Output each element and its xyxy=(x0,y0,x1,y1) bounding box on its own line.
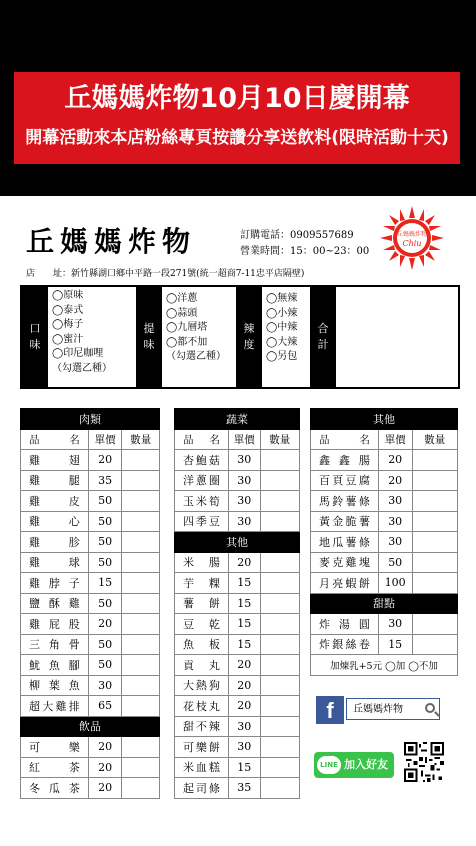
total-header: 合 計 xyxy=(310,287,336,387)
item-name: 鹽酥雞 xyxy=(21,593,89,614)
item-name: 可樂餅 xyxy=(175,737,229,758)
item-qty-field[interactable] xyxy=(412,552,457,573)
item-qty-field[interactable] xyxy=(122,757,160,778)
item-name: 馬鈴薯條 xyxy=(311,491,379,512)
item-name: 花枝丸 xyxy=(175,696,229,717)
facebook-search-box xyxy=(346,698,440,720)
item-qty-field[interactable] xyxy=(122,675,160,696)
item-price: 30 xyxy=(228,491,260,512)
menu-row xyxy=(21,511,160,532)
flavor-option[interactable]: ◯九層塔 xyxy=(166,322,208,334)
item-name: 大熱狗 xyxy=(175,675,229,696)
header-name: 品 名 xyxy=(311,429,379,450)
item-name: 薯餅 xyxy=(175,593,229,614)
banner-subtitle: 開幕活動來本店粉絲專頁按讚分享送飲料(限時活動十天) xyxy=(25,128,449,148)
menu-row xyxy=(311,532,458,553)
item-qty-field[interactable] xyxy=(260,655,299,676)
item-name: 豆乾 xyxy=(175,614,229,635)
section-title-drinks: 飲品 xyxy=(21,716,160,737)
item-qty-field[interactable] xyxy=(260,675,299,696)
order-phone: 訂購電話：0909557689 xyxy=(240,230,354,241)
spicy-option[interactable]: ◯另包 xyxy=(266,351,298,363)
menu-row xyxy=(175,491,300,512)
item-price: 15 xyxy=(228,573,260,594)
menu-row xyxy=(175,696,300,717)
menu-row xyxy=(175,675,300,696)
item-qty-field[interactable] xyxy=(260,593,299,614)
item-price: 20 xyxy=(378,450,412,471)
item-price: 50 xyxy=(88,511,122,532)
flavor-note: （勾選乙種） xyxy=(166,351,226,363)
item-name: 紅茶 xyxy=(21,757,89,778)
facebook-page-name: 丘媽媽炸物 xyxy=(353,704,403,715)
menu-row xyxy=(175,450,300,471)
veg-table xyxy=(174,408,300,799)
item-qty-field[interactable] xyxy=(260,634,299,655)
menu-row xyxy=(21,450,160,471)
item-name: 芋粿 xyxy=(175,573,229,594)
menu-row xyxy=(311,634,458,655)
item-price: 15 xyxy=(228,593,260,614)
item-qty-field[interactable] xyxy=(122,470,160,491)
item-qty-field[interactable] xyxy=(260,573,299,594)
item-qty-field[interactable] xyxy=(412,634,457,655)
item-name: 貢丸 xyxy=(175,655,229,676)
item-qty-field[interactable] xyxy=(122,614,160,635)
menu-row xyxy=(311,511,458,532)
item-price: 20 xyxy=(228,552,260,573)
item-name: 鑫鑫腸 xyxy=(311,450,379,471)
item-qty-field[interactable] xyxy=(412,614,457,635)
section-title-dessert: 甜點 xyxy=(311,593,458,614)
menu-row xyxy=(21,552,160,573)
item-price: 35 xyxy=(228,778,260,799)
item-price: 20 xyxy=(88,614,122,635)
item-name: 杏鮑菇 xyxy=(175,450,229,471)
item-price: 20 xyxy=(228,696,260,717)
others-table xyxy=(310,408,458,676)
menu-row xyxy=(311,573,458,594)
menu-row xyxy=(175,614,300,635)
item-qty-field[interactable] xyxy=(122,573,160,594)
line-add-friend-button[interactable] xyxy=(314,752,394,778)
item-qty-field[interactable] xyxy=(122,593,160,614)
item-price: 30 xyxy=(378,491,412,512)
item-price: 30 xyxy=(378,511,412,532)
item-price: 30 xyxy=(228,511,260,532)
item-price: 50 xyxy=(88,655,122,676)
item-price: 15 xyxy=(228,757,260,778)
facebook-icon: f xyxy=(316,696,344,724)
item-qty-field[interactable] xyxy=(412,450,457,471)
item-qty-field[interactable] xyxy=(122,737,160,758)
item-qty-field[interactable] xyxy=(260,450,299,471)
qr-code-icon xyxy=(404,742,444,782)
header-price: 單價 xyxy=(378,429,412,450)
menu-row xyxy=(21,634,160,655)
item-name: 洋蔥圈 xyxy=(175,470,229,491)
banner-title: 丘媽媽炸物10月10日慶開幕 xyxy=(64,83,410,114)
item-qty-field[interactable] xyxy=(260,716,299,737)
item-price: 100 xyxy=(378,573,412,594)
item-price: 20 xyxy=(88,778,122,799)
line-add-friend-label: 加入好友 xyxy=(344,758,388,771)
item-name: 炸湯圓 xyxy=(311,614,379,635)
item-price: 20 xyxy=(88,450,122,471)
item-qty-field[interactable] xyxy=(260,552,299,573)
menu-row xyxy=(311,491,458,512)
item-name: 魷魚腳 xyxy=(21,655,89,676)
section-title-veg: 蔬菜 xyxy=(175,409,300,430)
menu-row xyxy=(21,655,160,676)
item-name: 三角骨 xyxy=(21,634,89,655)
taste-options xyxy=(52,289,112,377)
menu-row xyxy=(175,778,300,799)
item-price: 35 xyxy=(88,470,122,491)
item-qty-field[interactable] xyxy=(122,778,160,799)
menu-row xyxy=(21,593,160,614)
taste-option[interactable]: ◯印尼咖哩 xyxy=(52,348,104,360)
item-qty-field[interactable] xyxy=(260,491,299,512)
item-name: 麥克雞塊 xyxy=(311,552,379,573)
menu-row xyxy=(311,450,458,471)
menu-row xyxy=(21,778,160,799)
item-price: 30 xyxy=(88,675,122,696)
item-name: 四季豆 xyxy=(175,511,229,532)
header-price: 單價 xyxy=(228,429,260,450)
item-qty-field[interactable] xyxy=(122,655,160,676)
section-title-meat: 肉類 xyxy=(21,409,160,430)
item-price: 50 xyxy=(378,552,412,573)
item-qty-field[interactable] xyxy=(412,573,457,594)
item-name: 可樂 xyxy=(21,737,89,758)
item-qty-field[interactable] xyxy=(260,757,299,778)
header-name: 品 名 xyxy=(175,429,229,450)
menu-row xyxy=(311,614,458,635)
menu-row xyxy=(175,552,300,573)
menu-sheet xyxy=(0,196,476,846)
menu-row xyxy=(311,552,458,573)
menu-row xyxy=(175,573,300,594)
item-name: 黃金脆薯 xyxy=(311,511,379,532)
flavor-option[interactable]: ◯洋蔥 xyxy=(166,293,198,304)
item-name: 雞心 xyxy=(21,511,89,532)
logo-text: 丘媽媽炸物 xyxy=(396,231,428,238)
item-name: 月亮蝦餅 xyxy=(311,573,379,594)
menu-row xyxy=(175,737,300,758)
item-qty-field[interactable] xyxy=(260,737,299,758)
item-name: 甜不辣 xyxy=(175,716,229,737)
menu-row xyxy=(21,491,160,512)
item-name: 超大雞排 xyxy=(21,696,89,717)
item-price: 20 xyxy=(378,470,412,491)
taste-option[interactable]: ◯原味 xyxy=(52,290,84,301)
item-qty-field[interactable] xyxy=(260,470,299,491)
spicy-option[interactable]: ◯中辣 xyxy=(266,322,298,334)
item-name: 雞腿 xyxy=(21,470,89,491)
options-box xyxy=(20,285,460,389)
item-name: 雞屁股 xyxy=(21,614,89,635)
item-qty-field[interactable] xyxy=(122,491,160,512)
spicy-option[interactable]: ◯大辣 xyxy=(266,336,298,348)
menu-row xyxy=(21,675,160,696)
item-qty-field[interactable] xyxy=(260,778,299,799)
item-price: 15 xyxy=(378,634,412,655)
item-name: 雞胗 xyxy=(21,532,89,553)
business-hours: 營業時間：15：00~23：00 xyxy=(240,246,370,257)
menu-row xyxy=(175,470,300,491)
item-qty-field[interactable] xyxy=(122,634,160,655)
menu-row xyxy=(175,634,300,655)
item-qty-field[interactable] xyxy=(122,552,160,573)
taste-note: （勾選乙種） xyxy=(52,362,112,374)
section-title-others-right: 其他 xyxy=(311,409,458,430)
item-price: 30 xyxy=(228,737,260,758)
item-qty-field[interactable] xyxy=(260,511,299,532)
menu-row xyxy=(21,696,160,717)
item-name: 百頁豆腐 xyxy=(311,470,379,491)
spicy-option[interactable]: ◯無辣 xyxy=(266,293,298,304)
item-qty-field[interactable] xyxy=(260,696,299,717)
item-name: 起司條 xyxy=(175,778,229,799)
item-price: 30 xyxy=(378,614,412,635)
line-icon: LINE xyxy=(317,756,341,774)
flavor-header: 提 味 xyxy=(136,287,162,387)
logo-subtext: Chiu xyxy=(402,239,422,248)
item-qty-field[interactable] xyxy=(260,614,299,635)
item-name: 炸銀絲卷 xyxy=(311,634,379,655)
item-name: 冬瓜茶 xyxy=(21,778,89,799)
item-name: 米血糕 xyxy=(175,757,229,778)
item-price: 65 xyxy=(88,696,122,717)
header-price: 單價 xyxy=(88,429,122,450)
flavor-option[interactable]: ◯蒜頭 xyxy=(166,307,198,319)
section-title-others: 其他 xyxy=(175,532,300,553)
item-price: 50 xyxy=(88,532,122,553)
menu-row xyxy=(21,532,160,553)
flavor-options xyxy=(166,292,226,365)
item-qty-field[interactable] xyxy=(122,696,160,717)
item-qty-field[interactable] xyxy=(122,532,160,553)
flavor-option[interactable]: ◯都不加 xyxy=(166,336,208,348)
item-price: 20 xyxy=(228,655,260,676)
item-qty-field[interactable] xyxy=(412,491,457,512)
item-price: 20 xyxy=(228,675,260,696)
item-price: 15 xyxy=(228,614,260,635)
menu-row xyxy=(21,737,160,758)
menu-row xyxy=(175,716,300,737)
menu-row xyxy=(175,511,300,532)
menu-row xyxy=(21,614,160,635)
item-name: 雞球 xyxy=(21,552,89,573)
item-price: 15 xyxy=(228,634,260,655)
spicy-option[interactable]: ◯小辣 xyxy=(266,307,298,319)
header-qty: 數量 xyxy=(412,429,457,450)
item-price: 50 xyxy=(88,634,122,655)
header-qty: 數量 xyxy=(260,429,299,450)
item-name: 雞皮 xyxy=(21,491,89,512)
item-price: 20 xyxy=(88,757,122,778)
item-price: 20 xyxy=(88,737,122,758)
menu-row xyxy=(21,470,160,491)
item-price: 30 xyxy=(378,532,412,553)
sun-logo-icon xyxy=(380,206,444,270)
item-qty-field[interactable] xyxy=(122,450,160,471)
item-qty-field[interactable] xyxy=(412,532,457,553)
menu-row xyxy=(21,757,160,778)
item-name: 柳葉魚 xyxy=(21,675,89,696)
item-qty-field[interactable] xyxy=(122,511,160,532)
taste-option[interactable]: ◯泰式 xyxy=(52,304,84,316)
header-name: 品 名 xyxy=(21,429,89,450)
spicy-options xyxy=(266,292,297,365)
item-price: 30 xyxy=(228,450,260,471)
taste-header: 口 味 xyxy=(22,287,48,387)
facebook-badge[interactable] xyxy=(316,696,444,724)
item-name: 地瓜薯條 xyxy=(311,532,379,553)
item-price: 50 xyxy=(88,552,122,573)
item-price: 30 xyxy=(228,716,260,737)
taste-option[interactable]: ◯蜜汁 xyxy=(52,333,84,345)
promo-banner xyxy=(14,72,460,164)
item-price: 15 xyxy=(88,573,122,594)
menu-row xyxy=(21,573,160,594)
item-qty-field[interactable] xyxy=(412,511,457,532)
menu-row xyxy=(311,470,458,491)
item-name: 魚板 xyxy=(175,634,229,655)
item-name: 米腸 xyxy=(175,552,229,573)
shop-name: 丘媽媽炸物 xyxy=(26,225,197,258)
menu-row xyxy=(175,757,300,778)
item-name: 雞翅 xyxy=(21,450,89,471)
item-price: 50 xyxy=(88,593,122,614)
meat-table xyxy=(20,408,160,799)
item-qty-field[interactable] xyxy=(412,470,457,491)
menu-row xyxy=(175,593,300,614)
total-field[interactable] xyxy=(336,287,458,387)
condensed-milk-note[interactable]: 加煉乳+5元 ◯加 ◯不加 xyxy=(311,655,458,676)
item-name: 玉米筍 xyxy=(175,491,229,512)
menu-row xyxy=(175,655,300,676)
item-name: 雞脖子 xyxy=(21,573,89,594)
search-icon xyxy=(425,703,435,713)
header-qty: 數量 xyxy=(122,429,160,450)
item-price: 50 xyxy=(88,491,122,512)
item-price: 30 xyxy=(228,470,260,491)
spicy-header: 辣 度 xyxy=(236,287,262,387)
taste-option[interactable]: ◯梅子 xyxy=(52,319,84,331)
shop-address: 店 址：新竹縣湖口鄉中平路一段271號(統一超商7-11忠平店隔壁) xyxy=(26,269,305,279)
